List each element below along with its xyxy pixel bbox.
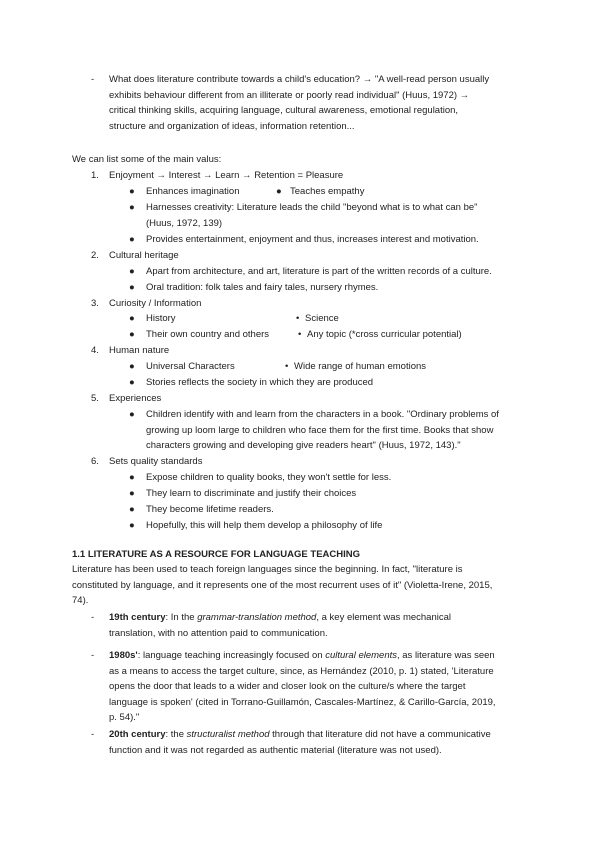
- list-item: Any topic (*cross curricular potential): [307, 329, 462, 340]
- list-item: Their own country and others: [146, 329, 270, 340]
- bullet-glyph: •: [298, 329, 302, 340]
- list-number: 2.: [91, 250, 99, 261]
- intro-line: critical thinking skills, acquiring language, cultural awareness, emotional regulation,: [109, 105, 459, 116]
- era-item-line: [109, 648, 549, 664]
- era-label: 1980s': [109, 650, 138, 661]
- text-run: : language teaching increasingly focused on: [137, 650, 326, 661]
- era-item: [109, 727, 549, 758]
- list-item: Teaches empathy: [290, 186, 365, 197]
- era-item: [109, 610, 549, 641]
- method-name: cultural elements: [325, 650, 397, 661]
- era-label: 19th century: [109, 612, 166, 623]
- intro-line: structure and organization of ideas, information retention...: [109, 120, 355, 132]
- list-number: 4.: [91, 345, 99, 356]
- text-run: : the: [165, 729, 187, 740]
- list-item: Wide range of human emotions: [294, 361, 427, 372]
- bullet-glyph: ●: [276, 186, 282, 197]
- list-number: 3.: [91, 298, 99, 309]
- value-title: Enjoyment → Interest → Learn → Retention = Pleasure: [109, 170, 344, 181]
- era-item-line: [109, 610, 549, 626]
- list-number: 1.: [91, 170, 99, 181]
- list-item: Expose children to quality books, they won't settle for less.: [146, 472, 392, 483]
- bullet-glyph: ●: [129, 361, 135, 372]
- era-item-line: function and it was not regarded as authentic material (literature was not used).: [109, 744, 442, 756]
- bullet-glyph: ●: [129, 266, 135, 277]
- bullet-glyph: ●: [129, 488, 135, 499]
- bullet-glyph: ●: [129, 504, 135, 515]
- list-item: Universal Characters: [146, 361, 235, 372]
- era-item-line: language is spoken' (cited in Torrano-Guillamón, Cascales-Martínez, & Carillo-García, 2019,: [109, 696, 496, 708]
- text-run: , a key element was mechanical: [316, 612, 451, 623]
- era-item-line: p. 54).": [109, 712, 140, 723]
- list-item-line: growing up loom large to children who face them for the first time. Books that show: [146, 424, 494, 436]
- list-number: 5.: [91, 393, 99, 404]
- list-item-line: Harnesses creativity: Literature leads the child "beyond what is to what can be": [146, 202, 478, 213]
- list-item: [146, 407, 499, 454]
- list-item: They learn to discriminate and justify their choices: [146, 488, 357, 499]
- bullet-glyph: ●: [129, 520, 135, 531]
- list-item-line: (Huus, 1972, 139): [146, 217, 223, 229]
- list-item: Science: [305, 313, 339, 324]
- main-values-intro: We can list some of the main valus:: [72, 154, 222, 165]
- dash-marker: -: [91, 612, 95, 623]
- text-run: through that literature did not have a communicative: [269, 729, 491, 740]
- section-paragraph: [72, 562, 542, 609]
- list-item: Oral tradition: folk tales and fairy tales, nursery rhymes.: [146, 282, 379, 293]
- list-item: Enhances imagination: [146, 186, 240, 197]
- dash-marker: -: [91, 650, 95, 661]
- list-item: [146, 200, 478, 231]
- value-title: Experiences: [109, 393, 162, 404]
- list-item-line: characters growing and developing give readers heart" (Huus, 1972, 143).": [146, 440, 461, 451]
- era-item-line: opens the door that leads to a wider and closer look on the culture/s where the target: [109, 681, 466, 692]
- list-item: Apart from architecture, and art, literature is part of the written records of a culture.: [146, 266, 492, 277]
- list-item: History: [146, 313, 176, 324]
- value-title: Human nature: [109, 345, 170, 356]
- text-run: , as literature was seen: [397, 650, 495, 661]
- era-item: [109, 648, 549, 726]
- bullet-glyph: •: [296, 313, 300, 324]
- list-number: 6.: [91, 456, 99, 467]
- list-item: Provides entertainment, enjoyment and thus, increases interest and motivation.: [146, 234, 479, 245]
- intro-line: What does literature contribute towards a child's education? → "A well-read person usually: [109, 74, 490, 85]
- bullet-glyph: ●: [129, 234, 135, 245]
- list-item-line: Children identify with and learn from the characters in a book. "Ordinary problems of: [146, 409, 499, 420]
- list-item: Hopefully, this will help them develop a philosophy of life: [146, 520, 383, 531]
- method-name: grammar-translation method: [197, 612, 317, 623]
- list-item: Stories reflects the society in which they are produced: [146, 377, 374, 388]
- bullet-glyph: ●: [129, 472, 135, 483]
- era-item-line: as a means to access the target culture, since, as Hernández (2010, p. 1) stated, 'Literature: [109, 665, 494, 677]
- value-title: Sets quality standards: [109, 456, 203, 467]
- paragraph-line: constituted by language, and it represents one of the most recurrent uses of it" (Violetta-Irene, 2015,: [72, 579, 493, 591]
- section-heading: 1.1 LITERATURE AS A RESOURCE FOR LANGUAGE TEACHING: [72, 549, 361, 560]
- intro-line: exhibits behaviour different from an illiterate or poorly read individual" (Huus, 1972) →: [109, 89, 470, 101]
- bullet-glyph: ●: [129, 377, 135, 388]
- bullet-glyph: ●: [129, 186, 135, 197]
- dash-marker: -: [91, 729, 95, 740]
- value-title: Curiosity / Information: [109, 298, 202, 309]
- bullet-glyph: ●: [129, 409, 135, 420]
- method-name: structuralist method: [186, 729, 270, 740]
- bullet-glyph: •: [285, 361, 289, 372]
- intro-paragraph: [109, 72, 549, 134]
- intro-dash: -: [91, 74, 95, 85]
- bullet-glyph: ●: [129, 202, 135, 213]
- bullet-glyph: ●: [129, 313, 135, 324]
- text-run: : In the: [165, 612, 198, 623]
- bullet-glyph: ●: [129, 329, 135, 340]
- era-item-line: translation, with no attention paid to communication.: [109, 627, 328, 639]
- paragraph-line: Literature has been used to teach foreign languages since the beginning. In fact, "literature is: [72, 564, 463, 575]
- era-item-line: [109, 727, 549, 743]
- era-label: 20th century: [109, 729, 166, 740]
- list-item: They become lifetime readers.: [146, 504, 274, 515]
- paragraph-line: 74).: [72, 595, 89, 606]
- value-title: Cultural heritage: [109, 250, 179, 261]
- bullet-glyph: ●: [129, 282, 135, 293]
